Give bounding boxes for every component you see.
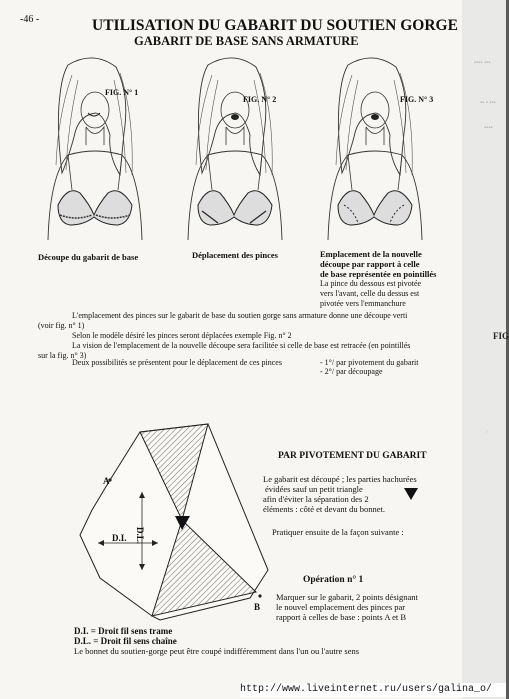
operation-line: rapport à celles de base : points A et B — [276, 612, 407, 622]
legend-di: D.I. = Droit fil sens trame — [74, 626, 173, 636]
down-triangle-icon — [404, 488, 418, 500]
fig2-illustration — [178, 55, 290, 240]
fig1-illustration — [38, 55, 150, 240]
label-dl: D.L. — [135, 527, 145, 545]
label-di: D.I. — [112, 533, 127, 543]
page-subtitle: GABARIT DE BASE SANS ARMATURE — [134, 34, 359, 48]
pivot-line: éléments : côté et devant du bonnet. — [263, 504, 386, 514]
page-title: UTILISATION DU GABARIT DU SOUTIEN GORGE — [92, 17, 458, 34]
point-b-label: B — [254, 602, 261, 612]
option-line: - 1°/ par pivotement du gabarit — [320, 358, 419, 367]
fig3-illustration — [318, 55, 430, 240]
next-page-edge: ▪▪▪▪ ▪▪▪ ▪▪ ▪ ▪▪▪ ▪▪▪▪ FIG / — [462, 0, 506, 699]
intro-line: L'emplacement des pinces sur le gabarit de base du soutien gorge sans armature donne une découpe verti — [72, 311, 408, 320]
legend-note: Le bonnet du soutien-gorge peut être coupé indifféremment dans l'un ou l'autre sens — [74, 646, 360, 656]
pivot-line: afin d'éviter la séparation des 2 — [263, 494, 369, 504]
fig3-caption — [320, 249, 436, 309]
pivot-heading: PAR PIVOTEMENT DU GABARIT — [278, 451, 427, 461]
page-number: -46 - — [20, 14, 40, 25]
operation-heading: Opération n° 1 — [303, 575, 364, 585]
operation-line: Marquer sur le gabarit, 2 points désignant — [276, 592, 418, 602]
source-url[interactable]: http://www.liveinternet.ru/users/galina_o/ — [240, 683, 506, 697]
operation-line: le nouvel emplacement des pinces par — [276, 602, 406, 612]
fig3-label: FIG. N° 3 — [400, 95, 434, 104]
fig3-caption-line: de base représentée en pointillés — [320, 269, 437, 279]
pivot-continue: Pratiquer ensuite de la façon suivante : — [272, 527, 404, 537]
intro-line: Deux possibilités se présentent pour le déplacement de ces pinces — [72, 358, 282, 367]
intro-line: sur la fig. n° 3) — [38, 351, 87, 360]
fig1-label: FIG. N° 1 — [105, 88, 139, 97]
fig3-note-line: pivotée vers l'emmanchure — [320, 299, 406, 308]
operation-text — [276, 592, 418, 622]
fig3-note-line: La pince du dessous est pivotée — [320, 279, 422, 288]
intro-line: (voir fig. n° 1) — [38, 321, 85, 330]
intro-line: La vision de l'emplacement de la nouvelle découpe sera facilitée si celle de base est retracée (en pointillés — [72, 341, 411, 350]
pivot-text — [263, 474, 417, 514]
next-page-fig-label: FIG — [493, 331, 509, 341]
pivot-line: évidées sauf un petit triangle — [265, 484, 363, 494]
option-line: - 2°/ par découpage — [320, 367, 383, 376]
fig2-caption: Déplacement des pinces — [192, 250, 278, 260]
fig3-caption-line: Emplacement de la nouvelle — [320, 249, 422, 259]
pivot-line: Le gabarit est découpé ; les parties hachurées — [263, 474, 417, 484]
legend-dl: D.L. = Droit fil sens chaîne — [74, 636, 177, 646]
fig2-label: FIG. N° 2 — [243, 95, 277, 104]
bra-pattern-diagram — [60, 420, 275, 620]
fig3-note-line: vers l'avant, celle du dessus est — [320, 289, 420, 298]
point-a-label: A — [103, 476, 110, 486]
fig1-caption: Découpe du gabarit de base — [38, 252, 139, 262]
fig3-caption-line: découpe par rapport à celle — [320, 259, 420, 269]
intro-line: Selon le modèle désiré les pinces seront déplacées exemple Fig. n° 2 — [72, 331, 292, 340]
